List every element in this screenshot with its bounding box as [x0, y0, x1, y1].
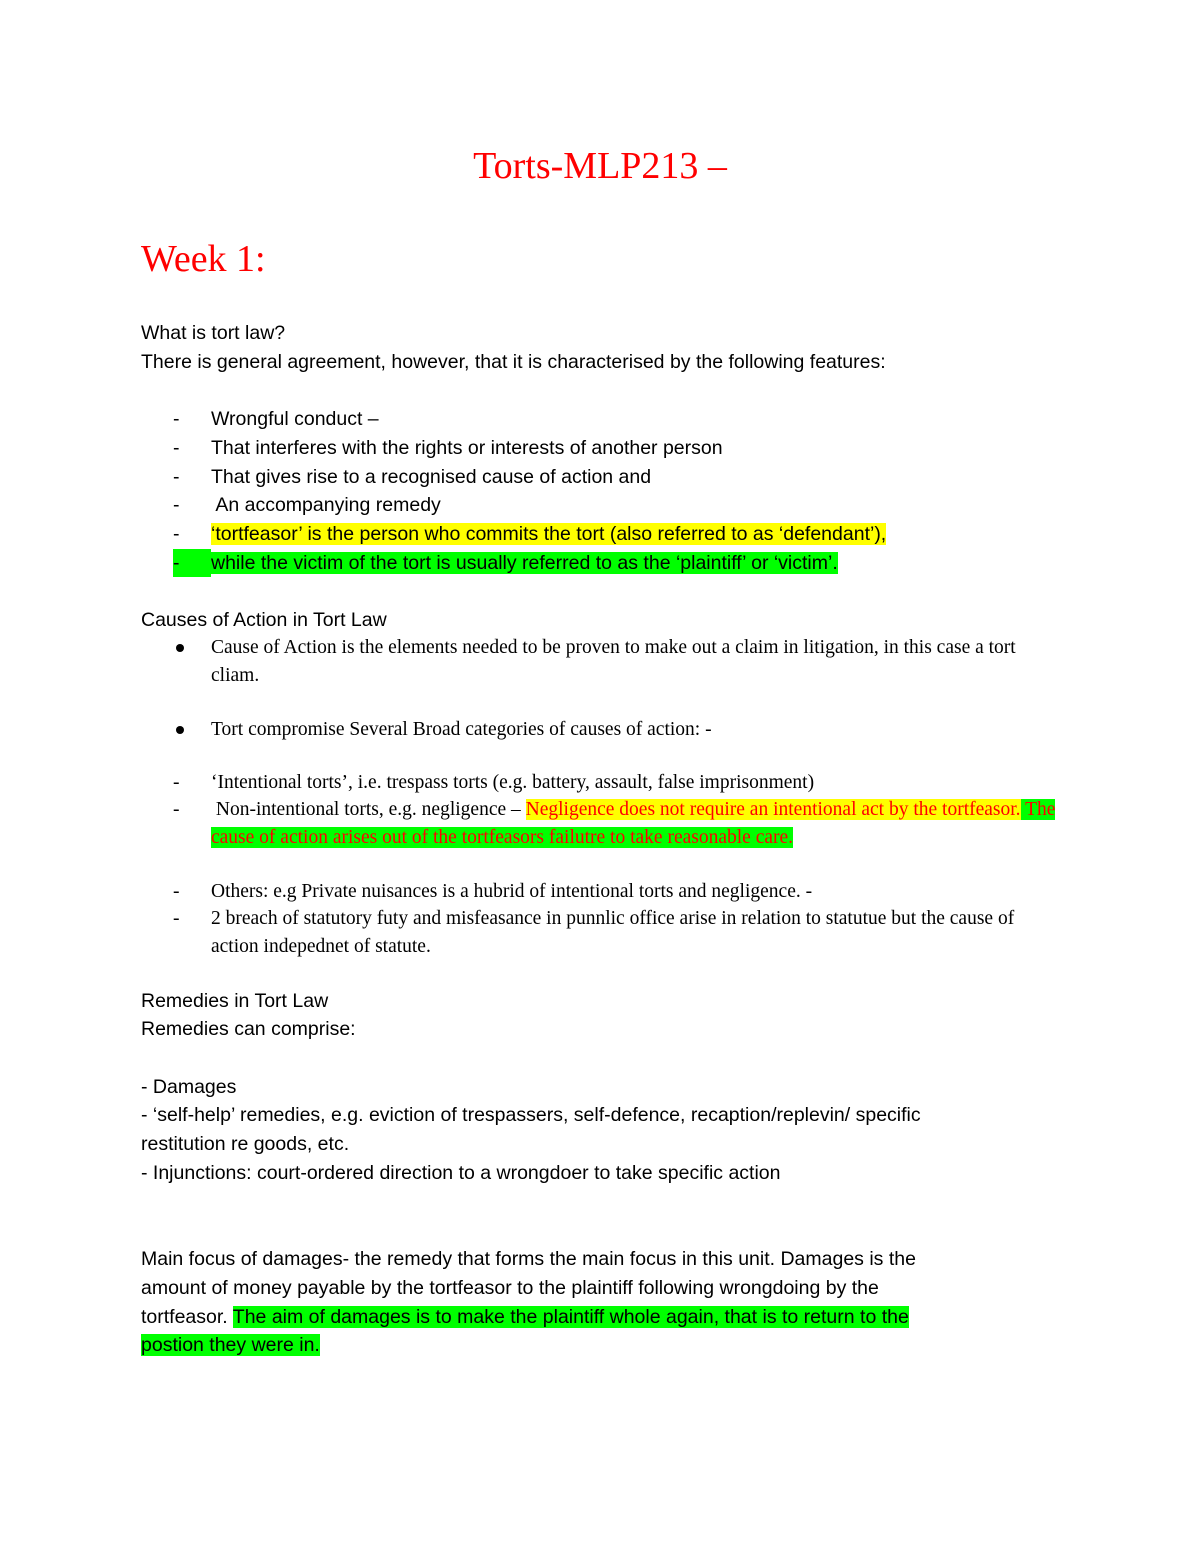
document-title: Torts-MLP213 – [473, 145, 727, 187]
list-item-victim-definition [141, 549, 1061, 577]
list-item: - 2 breach of statutory futy and misfeasance in punnlic office arise in relation to statutue but the cause of action indepednet of statute. [141, 905, 1061, 961]
bullet-dot-icon [176, 726, 184, 734]
dash-marker: - [173, 908, 180, 929]
remedy-damages: - Damages [141, 1076, 237, 1098]
dash-marker: - [173, 408, 180, 430]
section-heading-remedies: Remedies in Tort Law [141, 990, 329, 1012]
list-item: - That interferes with the rights or interests of another person [141, 434, 1061, 462]
week-heading: Week 1: [141, 238, 266, 280]
list-item: - That gives rise to a recognised cause of action and [141, 463, 1061, 491]
damages-paragraph-line2: amount of money payable by the tortfeasor to the plaintiff following wrongdoing by the [141, 1277, 879, 1299]
bullet-dot-icon [176, 644, 184, 652]
list-item-tortfeasor-definition [141, 520, 1061, 548]
dash-marker: - [173, 466, 180, 488]
remedies-intro: Remedies can comprise: [141, 1018, 356, 1040]
damages-paragraph-line3: tortfeasor. The aim of damages is to make the plaintiff whole again, that is to return to the [141, 1306, 909, 1328]
dash-marker: - [173, 437, 180, 459]
dash-marker: - [173, 881, 180, 902]
damages-paragraph-line1: Main focus of damages- the remedy that forms the main focus in this unit. Damages is the [141, 1248, 916, 1270]
list-item-non-intentional-torts: - Non-intentional torts, e.g. negligence – Negligence does not require an intentional act by the tortfeasor. The cause of action arises out of the tortfeasors failutre to take reasonable care. [141, 796, 1061, 852]
bullet-item: Cause of Action is the elements needed to be proven to make out a claim in litigation, in this case a tort cliam. [141, 634, 1061, 690]
dash-marker: - [173, 799, 180, 820]
dash-marker: - [173, 772, 180, 793]
highlighted-text: The aim of damages is to make the plaintiff whole again, that is to return to the [232, 1306, 909, 1328]
list-item: - Wrongful conduct – [141, 405, 1061, 433]
remedy-injunctions: - Injunctions: court-ordered direction to a wrongdoer to take specific action [141, 1162, 781, 1184]
list-item: - An accompanying remedy [141, 491, 1061, 519]
section1-intro: There is general agreement, however, that it is characterised by the following features: [141, 351, 886, 373]
highlighted-text: Negligence does not require an intentional act by the tortfeasor. [525, 799, 1021, 820]
highlighted-text: while the victim of the tort is usually referred to as the ‘plaintiff’ or ‘victim’. [211, 552, 838, 574]
highlighted-text: ‘tortfeasor’ is the person who commits the tort (also referred to as ‘defendant’), [211, 523, 887, 545]
section-heading-what-is-tort-law: What is tort law? [141, 322, 286, 344]
dash-marker: - [173, 523, 180, 545]
remedy-self-help-cont: restitution re goods, etc. [141, 1133, 350, 1155]
highlighted-text: postion they were in. [141, 1334, 320, 1356]
dash-marker: - [173, 552, 180, 574]
damages-paragraph-line4 [141, 1331, 320, 1359]
dash-marker: - [173, 494, 180, 516]
list-item: - ‘Intentional torts’, i.e. trespass torts (e.g. battery, assault, false imprisonment) [141, 769, 1061, 797]
highlighted-text: The cause of action arises out of the tortfeasors failutre to take reasonable care. [211, 799, 1056, 848]
bullet-item: Tort compromise Several Broad categories of causes of action: - [141, 716, 1061, 744]
section-heading-causes-of-action: Causes of Action in Tort Law [141, 609, 387, 631]
remedy-self-help: - ‘self-help’ remedies, e.g. eviction of trespassers, self-defence, recaption/replevin/ specific [141, 1104, 921, 1126]
list-item: - Others: e.g Private nuisances is a hubrid of intentional torts and negligence. - [141, 878, 1061, 906]
